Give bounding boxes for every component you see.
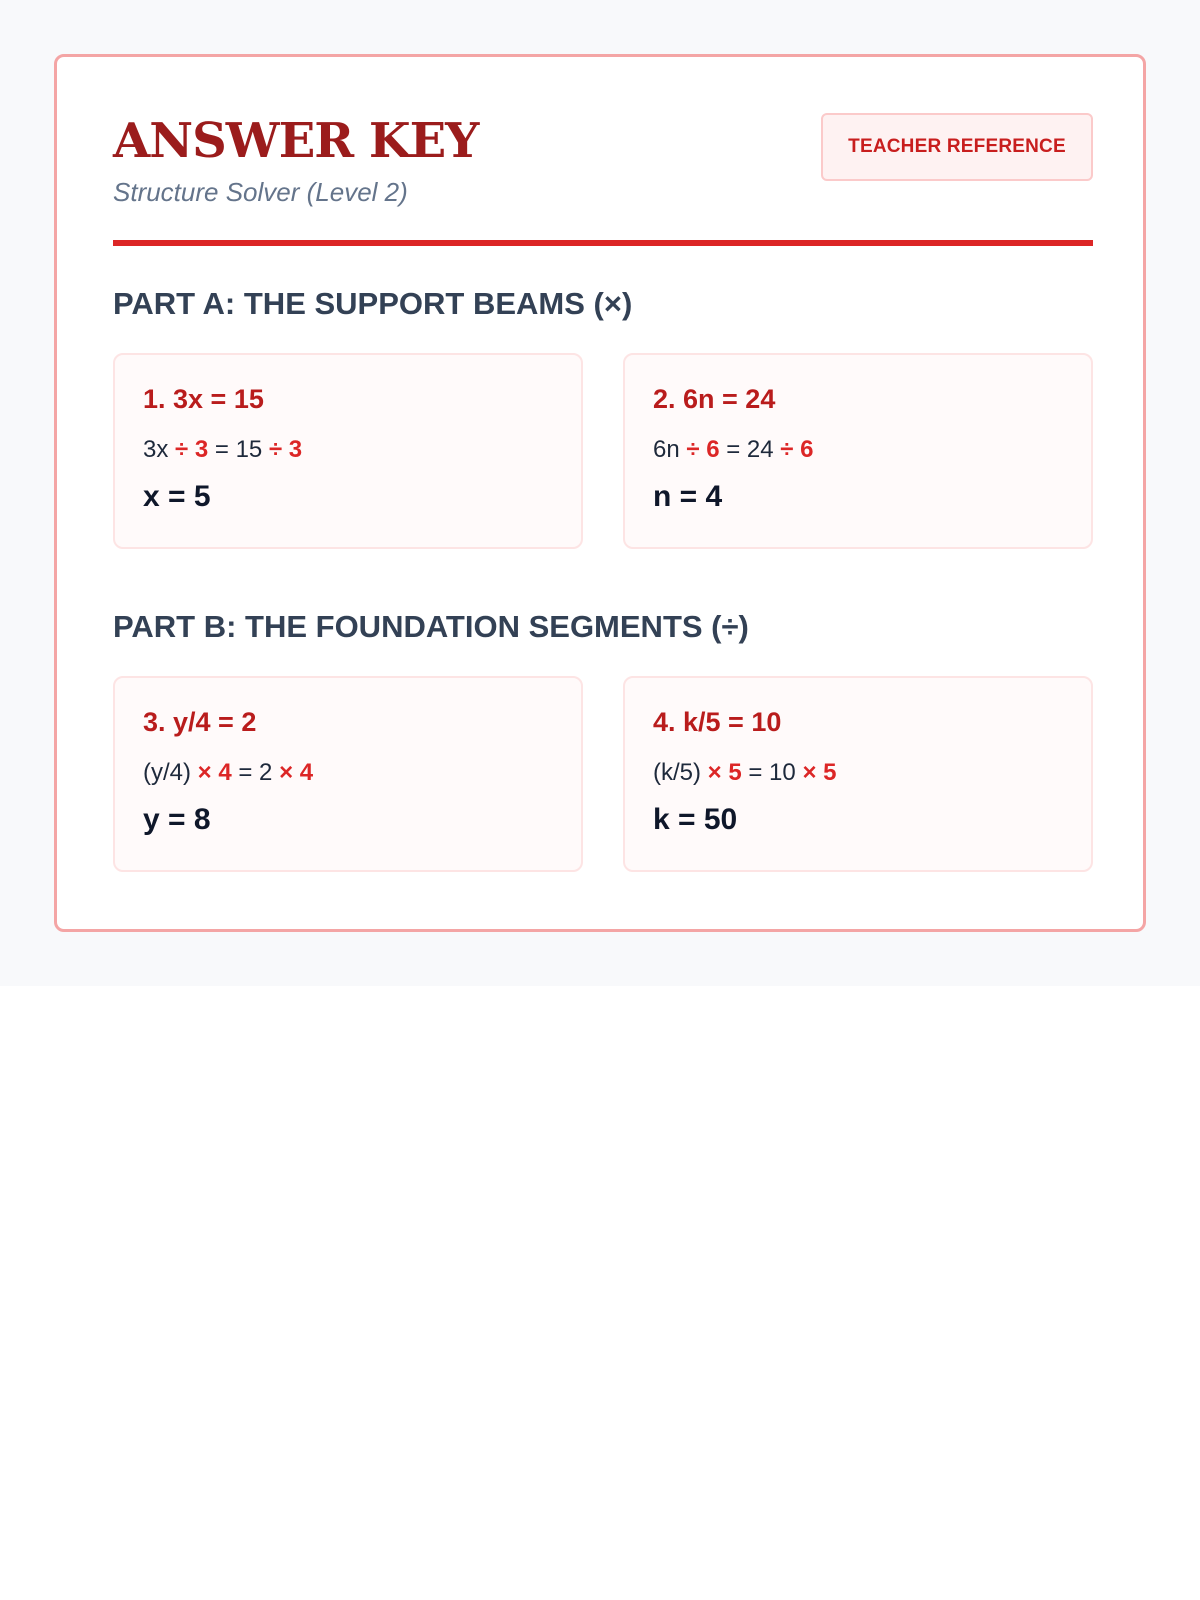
problem-card-2 <box>623 353 1093 549</box>
problem-title: 4. k/5 = 10 <box>653 707 782 737</box>
step-middle: = 10 <box>748 759 796 786</box>
page-title: ANSWER KEY <box>113 113 479 169</box>
part-a-title: PART A: THE SUPPORT BEAMS (×) <box>113 286 633 321</box>
answer-key-card <box>54 54 1146 932</box>
teacher-reference-badge: TEACHER REFERENCE <box>821 113 1093 181</box>
problem-title: 3. y/4 = 2 <box>143 707 257 737</box>
problem-answer: y = 8 <box>143 803 211 836</box>
solution-step <box>143 758 313 788</box>
step-operation: × 4 <box>197 759 232 786</box>
step-operation: × 4 <box>279 759 314 786</box>
problem-title: 2. 6n = 24 <box>653 384 776 414</box>
problem-card-4 <box>623 676 1093 872</box>
step-operation: ÷ 3 <box>175 436 209 463</box>
header-divider <box>113 240 1093 246</box>
solution-step <box>653 435 813 465</box>
problem-title: 1. 3x = 15 <box>143 384 264 414</box>
problem-card-1 <box>113 353 583 549</box>
step-left: (k/5) <box>653 759 701 786</box>
step-operation: ÷ 6 <box>780 436 814 463</box>
part-b-title: PART B: THE FOUNDATION SEGMENTS (÷) <box>113 609 749 644</box>
step-operation: × 5 <box>707 759 742 786</box>
step-middle: = 24 <box>726 436 774 463</box>
step-left: 6n <box>653 436 680 463</box>
solution-step <box>653 758 836 788</box>
part-b-problems <box>113 676 1093 872</box>
problem-answer: x = 5 <box>143 480 211 513</box>
problem-answer: k = 50 <box>653 803 738 836</box>
step-left: 3x <box>143 436 169 463</box>
problem-card-3 <box>113 676 583 872</box>
page-subtitle: Structure Solver (Level 2) <box>113 177 408 207</box>
part-a-problems <box>113 353 1093 549</box>
step-operation: ÷ 3 <box>268 436 303 463</box>
step-operation: × 5 <box>802 759 837 786</box>
step-middle: = 15 <box>214 436 263 463</box>
problem-answer: n = 4 <box>653 480 723 513</box>
header <box>113 113 1093 243</box>
step-middle: = 2 <box>238 759 273 786</box>
step-operation: ÷ 6 <box>686 436 720 463</box>
solution-step <box>143 435 302 465</box>
step-left: (y/4) <box>143 759 191 786</box>
